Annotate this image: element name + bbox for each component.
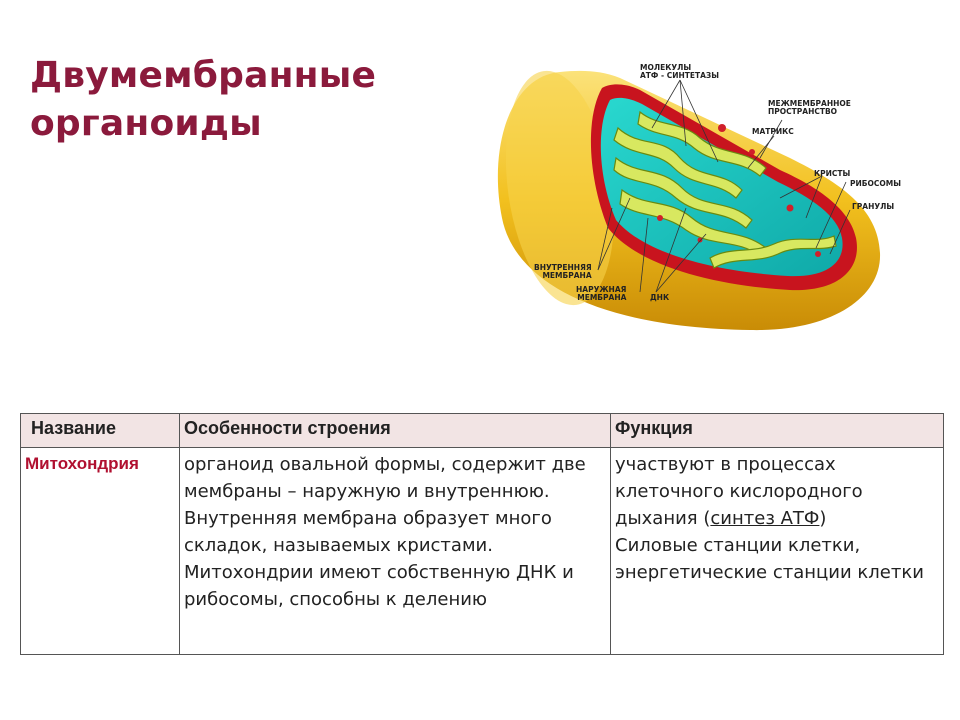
title-line-1: Двумембранные [30,55,377,96]
mitochondrion-diagram [490,58,901,338]
atp-synthesis-link[interactable]: синтез АТФ [710,508,820,529]
table-header-row [21,414,944,448]
label-cristae: КРИСТЫ [814,169,851,178]
cell-organelle-name: Митохондрия [21,448,180,655]
label-atp-synthase: МОЛЕКУЛЫ АТФ - СИНТЕТАЗЫ [640,63,720,80]
label-ribosomes: РИБОСОМЫ [850,179,901,188]
label-granules: ГРАНУЛЫ [852,202,895,211]
title-line-2: органоиды [30,103,262,144]
function-text-close: ) [819,508,827,529]
page-title [30,52,376,148]
label-intermembrane-space: МЕЖМЕМБРАННОЕ ПРОСТРАНСТВО [768,99,851,116]
cell-function [611,448,944,655]
label-inner-membrane: ВНУТРЕННЯЯ МЕМБРАНА [534,263,592,280]
label-dna: ДНК [650,293,670,302]
function-text-2: Силовые станции клетки, энергетические станции клетки [615,535,924,583]
header-structure: Особенности строения [180,414,611,448]
function-text-1: участвуют в процессах клеточного кислородного дыхания ( [615,454,863,529]
cell-structure: органоид овальной формы, содержит две мембраны – наружную и внутреннюю. Внутренняя мембрана образует много складок, называемых кристами. Митохондрии имеют собственную ДНК и рибосомы, способны к делению [180,448,611,655]
label-matrix: МАТРИКС [752,127,794,136]
header-function: Функция [611,414,944,448]
table-row [21,448,944,655]
header-name: Название [21,414,180,448]
label-outer-membrane: НАРУЖНАЯ МЕМБРАНА [576,285,627,302]
organelle-table [20,413,944,655]
